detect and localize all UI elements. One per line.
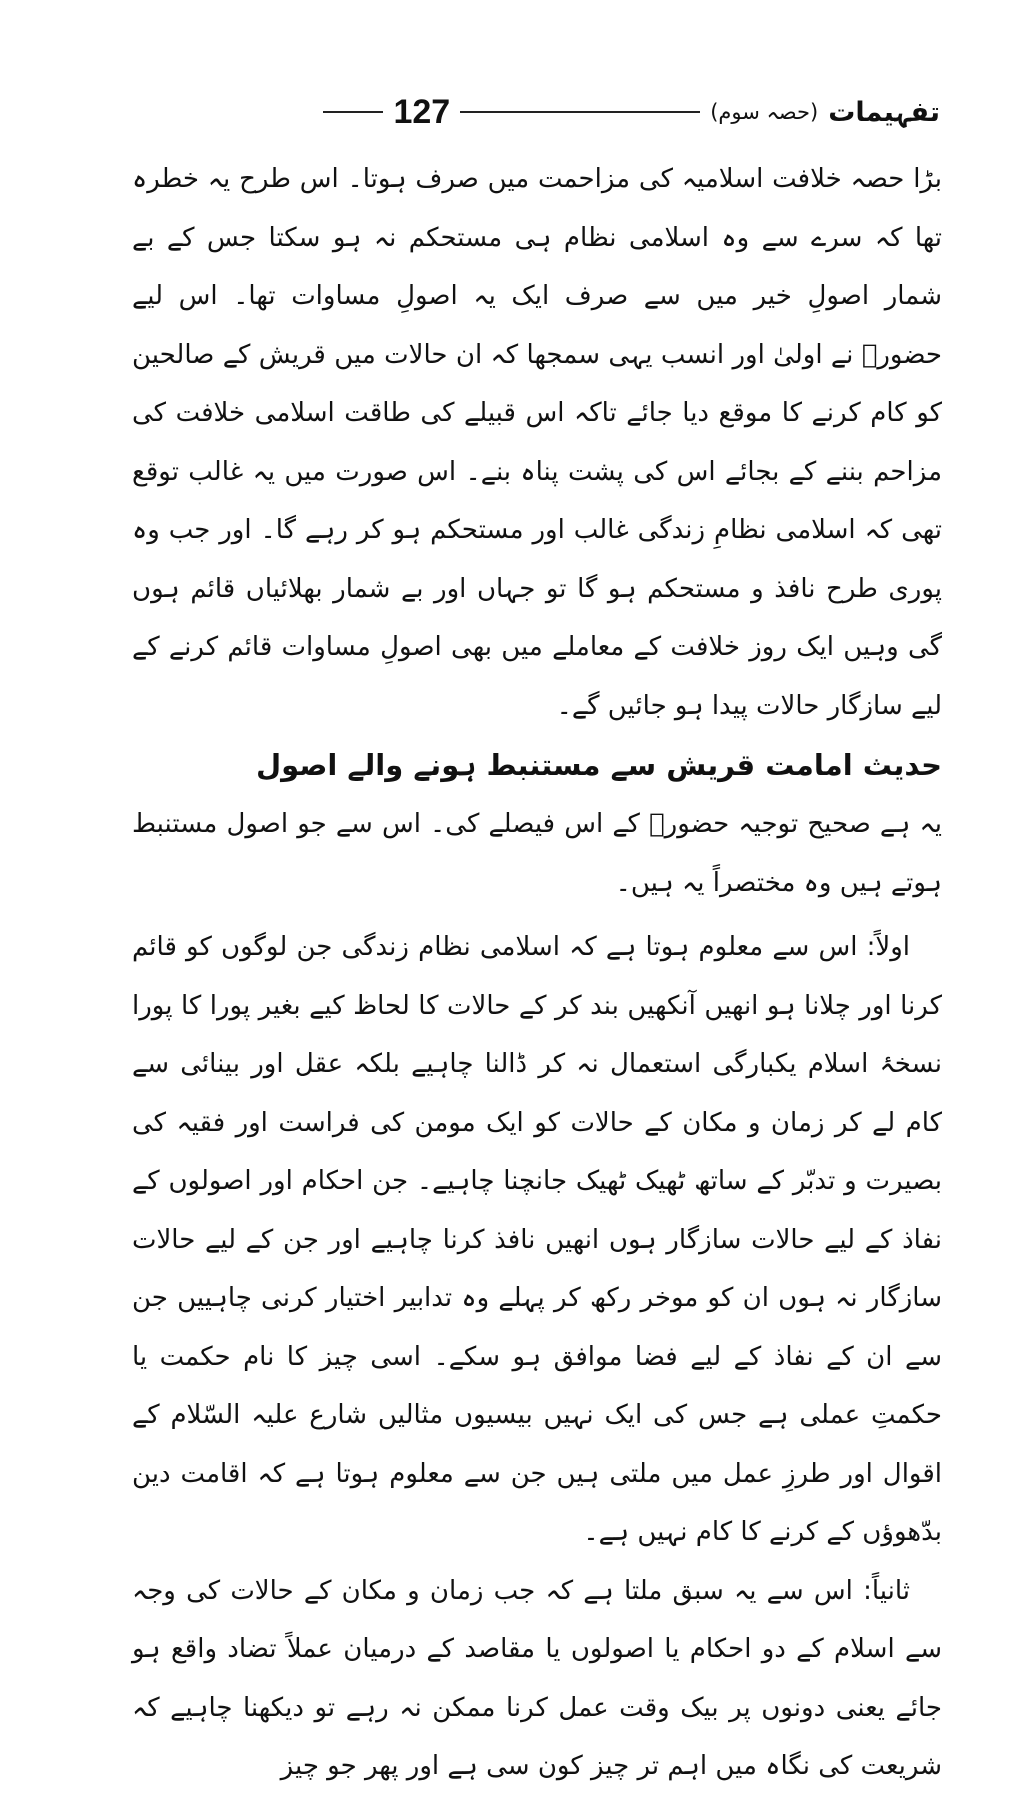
page-body <box>132 150 942 1796</box>
header-rule-long <box>460 111 700 113</box>
book-part: (حصہ سوم) <box>710 100 819 124</box>
running-header <box>140 92 940 132</box>
page-number: 127 <box>393 92 451 131</box>
header-rule-short <box>323 111 383 113</box>
paragraph-3: اولاً: اس سے معلوم ہوتا ہے کہ اسلامی نظام زندگی جن لوگوں کو قائم کرنا اور چلانا ہو انھیں آنکھیں بند کر کے حالات کا لحاظ کیے بغیر پورا کا پورا نسخۂ اسلام یکبارگی استعمال نہ کر ڈالنا چاہیے بلکہ عقل اور بینائی سے کام لے کر زمان و مکان کے حالات کو ایک مومن کی فراست اور فقیہ کی بصیرت و تدبّر کے ساتھ ٹھیک ٹھیک جانچنا چاہیے۔ جن احکام اور اصولوں کے نفاذ کے لیے حالات سازگار ہوں انھیں نافذ کرنا چاہیے اور جن کے لیے حالات سازگار نہ ہوں ان کو موخر رکھ کر پہلے وہ تدابیر اختیار کرنی چاہییں جن سے ان کے نفاذ کے لیے فضا موافق ہو سکے۔ اسی چیز کا نام حکمت یا حکمتِ عملی ہے جس کی ایک نہیں بیسیوں مثالیں شارع علیہ السّلام کے اقوال اور طرزِ عمل میں ملتی ہیں جن سے معلوم ہوتا ہے کہ اقامت دین بدّھوؤں کے کرنے کا کام نہیں ہے۔ <box>132 932 942 1547</box>
paragraph-4: ثانیاً: اس سے یہ سبق ملتا ہے کہ جب زمان و مکان کے حالات کی وجہ سے اسلام کے دو احکام یا اصولوں یا مقاصد کے درمیان عملاً تضاد واقع ہو جائے یعنی دونوں پر بیک وقت عمل کرنا ممکن نہ رہے تو دیکھنا چاہیے کہ شریعت کی نگاہ میں اہم تر چیز کون سی ہے اور پھر جو چیز <box>132 1575 942 1781</box>
book-title: تفہیمات <box>828 96 940 128</box>
paragraph-1: بڑا حصہ خلافت اسلامیہ کی مزاحمت میں صرف ہوتا۔ اس طرح یہ خطرہ تھا کہ سرے سے وہ اسلامی نظام ہی مستحکم نہ ہو سکتا جس کے بے شمار اصولِ خیر میں سے صرف ایک یہ اصولِ مساوات تھا۔ اس لیے حضورؐ نے اولیٰ اور انسب یہی سمجھا کہ ان حالات میں قریش کے صالحین کو کام کرنے کا موقع دیا جائے تاکہ اس قبیلے کی طاقت اسلامی خلافت کی مزاحم بننے کے بجائے اس کی پشت پناہ بنے۔ اس صورت میں یہ غالب توقع تھی کہ اسلامی نظامِ زندگی غالب اور مستحکم ہو کر رہے گا۔ اور جب وہ پوری طرح نافذ و مستحکم ہو گا تو جہاں اور بے شمار بھلائیاں قائم ہوں گی وہیں ایک روز خلافت کے معاملے میں بھی اصولِ مساوات قائم کرنے کے لیے سازگار حالات پیدا ہو جائیں گے۔ <box>132 164 942 721</box>
section-heading: حدیث امامت قریش سے مستنبط ہونے والے اصول <box>255 748 942 782</box>
paragraph-2: یہ ہے صحیح توجیہ حضورؐ کے اس فیصلے کی۔ اس سے جو اصول مستنبط ہوتے ہیں وہ مختصراً یہ ہیں۔ <box>132 809 942 898</box>
